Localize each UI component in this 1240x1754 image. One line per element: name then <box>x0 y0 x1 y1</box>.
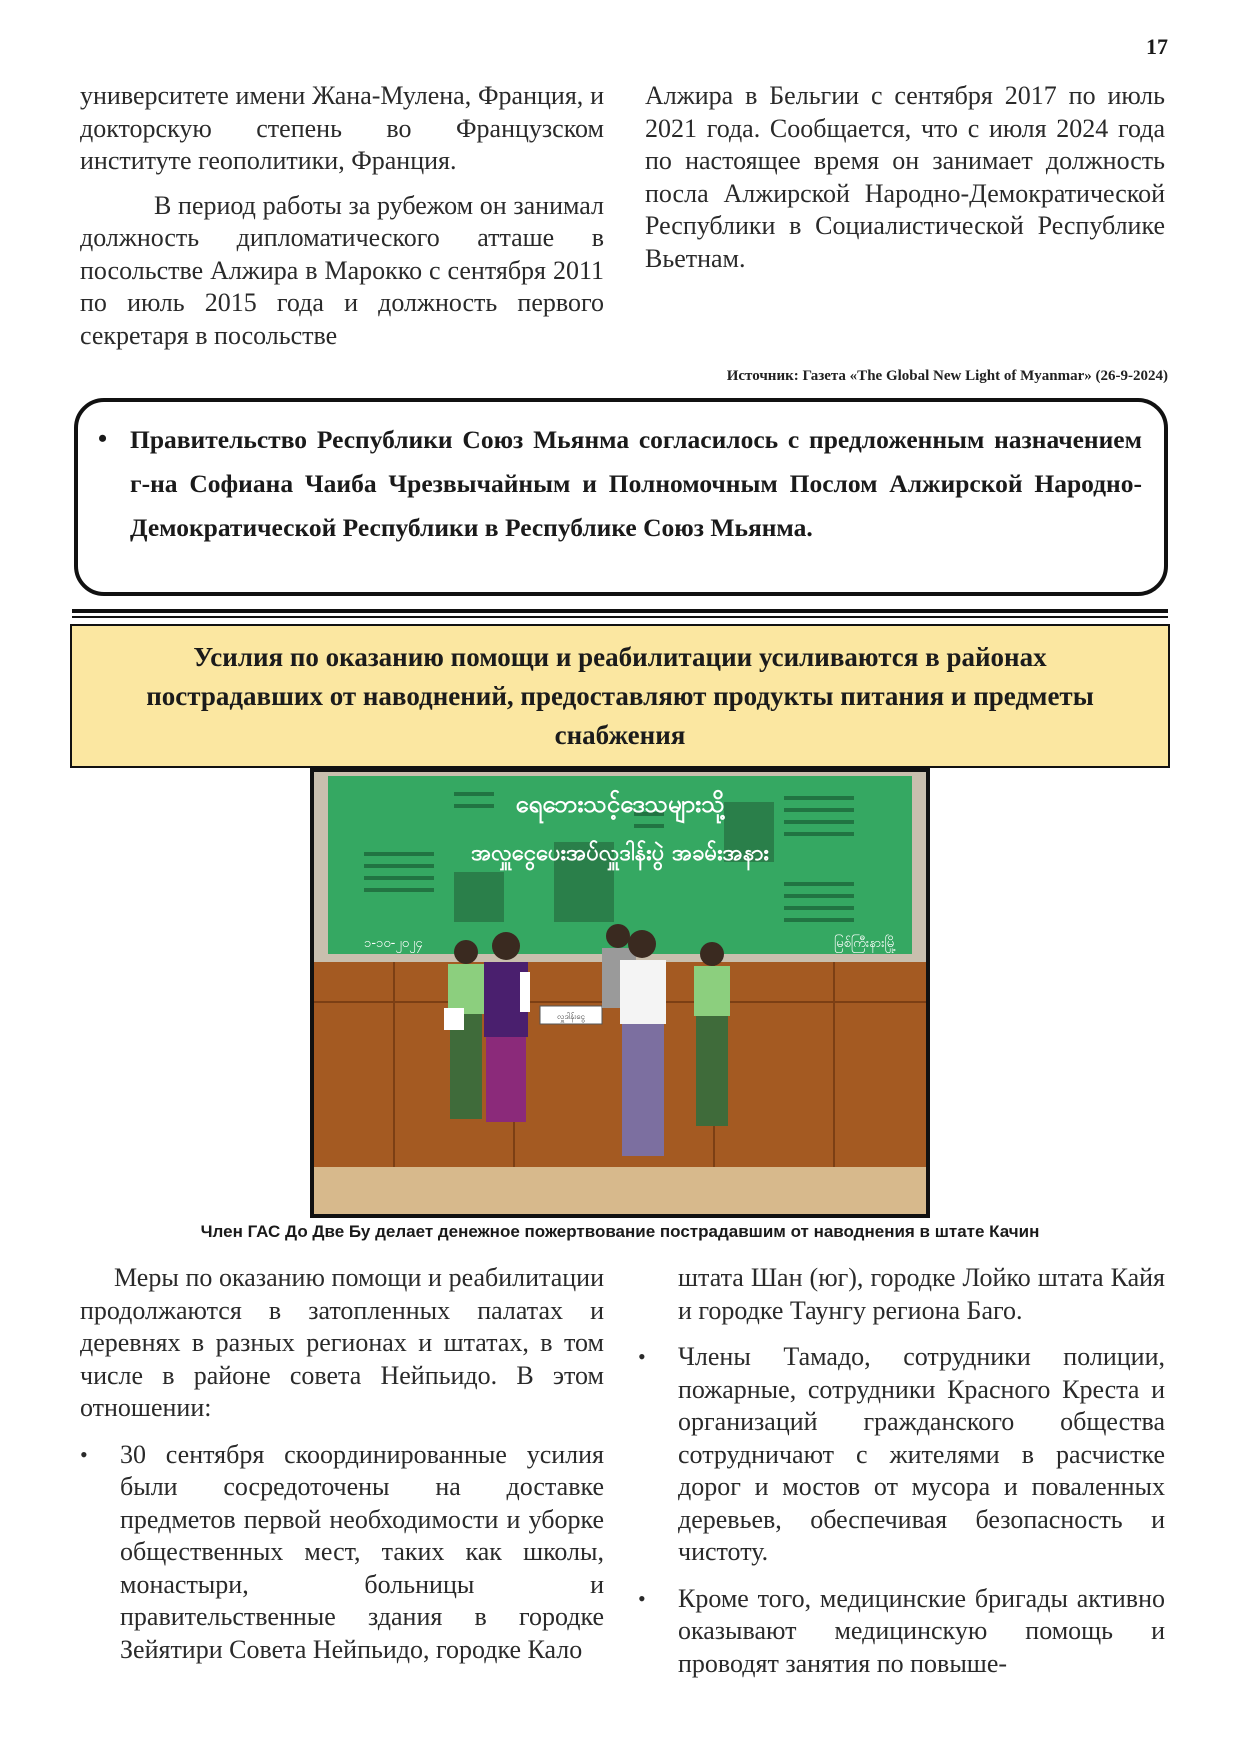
person-recipient <box>620 930 666 1156</box>
bullet-icon: • <box>98 424 108 453</box>
list-item: • 30 сентября скоординированные усилия были сосредоточены на доставке предметов первой необходимости и уборке общественных мест, таких как школы, монастыри, больницы и правительственные здания в городке Зейятири Совета Нейпьидо, городке Кало <box>80 1439 604 1667</box>
section-divider <box>72 609 1168 613</box>
bottom-right-column <box>638 1262 1165 1680</box>
top-left-paragraph-1: университете имени Жана-Мулена, Франция, и докторскую степень во Французском институте геополитики, Франция. <box>80 81 604 175</box>
bottom-left-list <box>80 1439 604 1667</box>
person-attendant-left <box>444 940 484 1119</box>
banner-date: ၁-၁၀-၂၀၂၄ <box>364 936 423 951</box>
banner-place: မြစ်ကြီးနားမြို့ <box>834 936 897 951</box>
bottom-left-column <box>80 1262 604 1666</box>
section-divider-thin <box>72 616 1168 618</box>
bottom-left-intro: Меры по оказанию помощи и реабилитации продолжаются в затопленных палатах и деревнях в разных регионах и штатах, в том числе в районе совета Нейпьидо. В этом отношении: <box>80 1263 604 1422</box>
banner-line-2: အလှူငွေပေးအပ်လှူဒါန်းပွဲ အခမ်းအနား <box>471 841 769 866</box>
source-citation: Источник: Газета «The Global New Light of Myanmar» (26-9-2024) <box>726 368 1168 384</box>
banner-line-1: ရေဘေးသင့်ဒေသများသို့ <box>515 790 725 818</box>
person-attendant-right <box>694 942 730 1126</box>
bottom-right-list <box>638 1262 1165 1680</box>
top-right-paragraph-1: Алжира в Бельгии с сентября 2017 по июль 2021 года. Сообщается, что с июля 2024 года по настоящее время он занимает должность посла Алжирской Народно-Демократической Республики в Социалистической Республике Вьетнам. <box>645 81 1165 273</box>
top-left-paragraph-2: В период работы за рубежом он занимал должность дипломатического атташе в посольстве Алжира в Марокко с сентября 2011 по июль 2015 года и должность первого секретаря в посольстве <box>80 190 604 350</box>
card-text: လှူဒါန်းငွေ <box>556 1012 586 1021</box>
list-item: • Члены Тамадо, сотрудники полиции, пожарные, сотрудники Красного Креста и организаций гражданского общества сотрудничают с жителями в расчистке дорог и мостов от мусора и поваленных деревьев, обеспечивая безопасность и чистоту. <box>638 1341 1165 1569</box>
list-item-continuation: штата Шан (юг), городке Лойко штата Кайя и городке Таунгу региона Баго. <box>678 1263 1165 1325</box>
photo-caption: Член ГАС До Две Бу делает денежное пожертвование пострадавшим от наводнения в штате Качин <box>200 1222 1040 1241</box>
article-headline-box <box>70 624 1170 768</box>
page-number: 17 <box>1146 34 1168 59</box>
list-item: • Кроме того, медицинские бригады активно оказывают медицинскую помощь и проводят занятия по повыше- <box>638 1583 1165 1681</box>
article-headline: Усилия по оказанию помощи и реабилитации усиливаются в районах пострадавших от наводнений, предоставляют продукты питания и предметы снабжения <box>146 641 1094 750</box>
article-photo <box>310 768 930 1218</box>
top-right-column <box>645 80 1165 275</box>
notice-box <box>74 398 1168 596</box>
top-left-column <box>80 80 604 352</box>
notice-text: Правительство Республики Союз Мьянма согласилось с предложенным назначением г-на Софиана Чаиба Чрезвычайным и Полномочным Послом Алжирской Народно-Демократической Республики в Республике Союз Мьянма. <box>130 425 1142 542</box>
